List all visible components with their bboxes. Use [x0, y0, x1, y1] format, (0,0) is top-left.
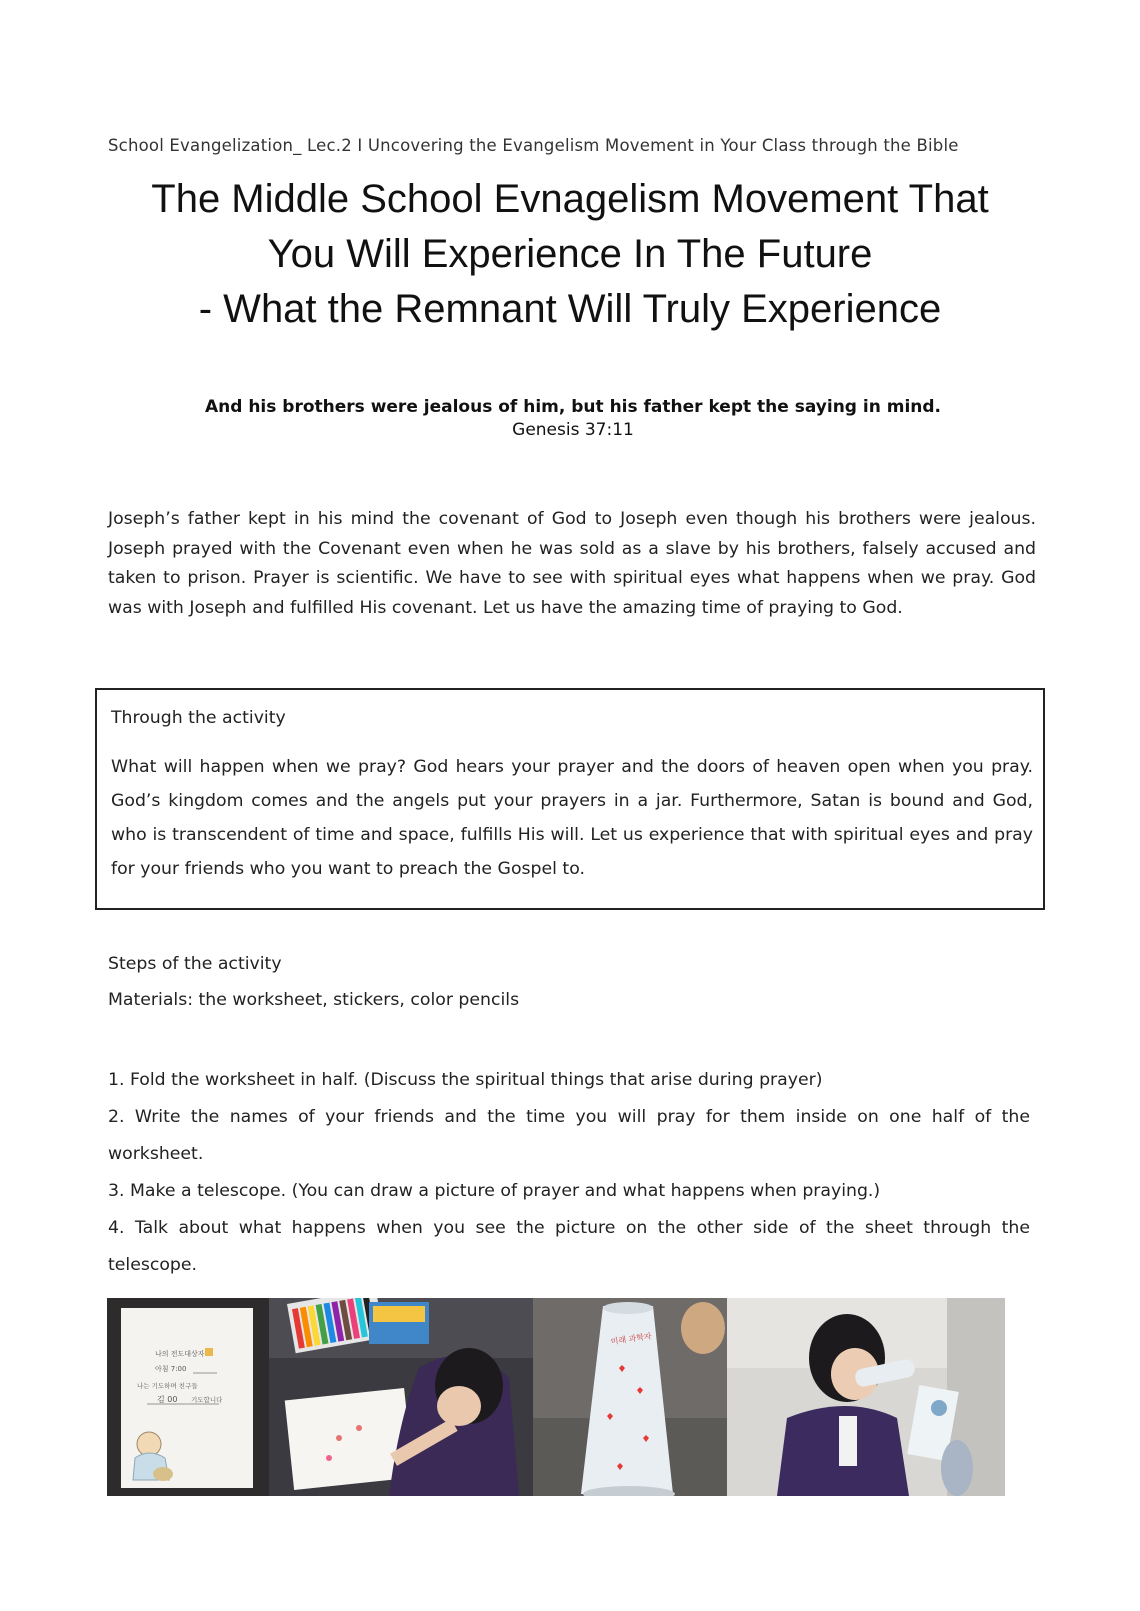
verse-quote: And his brothers were jealous of him, but his father kept the saying in mind.	[204, 397, 942, 417]
step-item: 1. Fold the worksheet in half. (Discuss the spiritual things that arise during prayer)	[108, 1070, 823, 1090]
course-header: School Evangelization_ Lec.2 I Uncovering the Evangelism Movement in Your Class through the Bible	[108, 136, 959, 155]
photo-girl-telescope	[727, 1298, 1005, 1496]
title-line-3: - What the Remnant Will Truly Experience	[198, 287, 942, 331]
activity-box-heading: Through the activity	[111, 708, 286, 728]
title-line-2: You Will Experience In The Future	[267, 232, 873, 276]
worksheet-text: 나는 기도하며 친구들	[137, 1382, 198, 1390]
telescope-label: 미래 과학자	[610, 1331, 653, 1347]
step-list	[108, 1062, 1030, 1284]
verse-reference: Genesis 37:11	[512, 420, 634, 440]
activity-box-body: What will happen when we pray? God hears your prayer and the doors of heaven open when you pray. God’s kingdom comes and the angels put your prayers in a jar. Furthermore, Satan is bound and God, who is transcendent of time and space, fulfills His will. Let us experience that with spiritual eyes and pray for your friends who you want to preach the Gospel to.	[111, 757, 1033, 879]
photo-worksheet	[107, 1298, 269, 1496]
step-item: 4. Talk about what happens when you see the picture on the other side of the sheet through the telescope.	[108, 1218, 1030, 1275]
worksheet-text: 아침 7:00	[155, 1365, 187, 1373]
photo-girl-coloring	[269, 1298, 533, 1496]
step-item: 3. Make a telescope. (You can draw a picture of prayer and what happens when praying.)	[108, 1181, 881, 1201]
bible-verse	[108, 396, 1038, 442]
page-title	[100, 172, 1040, 337]
steps-heading: Steps of the activity	[108, 954, 282, 974]
photo-telescope	[533, 1298, 727, 1496]
title-line-1: The Middle School Evnagelism Movement That	[151, 177, 989, 221]
activity-photo-strip	[107, 1298, 1005, 1496]
activity-box	[95, 688, 1045, 910]
worksheet-text: 나의 전도대상자	[155, 1350, 205, 1358]
materials-line: Materials: the worksheet, stickers, color pencils	[108, 990, 520, 1010]
worksheet-text: 기도합니다	[191, 1396, 223, 1404]
intro-paragraph: Joseph’s father kept in his mind the covenant of God to Joseph even though his brothers were jealous. Joseph prayed with the Covenant even when he was sold as a slave by his brothers, falsely accused and taken to prison. Prayer is scientific. We have to see with spiritual eyes what happens when we pray. God was with Joseph and fulfilled His covenant. Let us have the amazing time of praying to God.	[108, 509, 1036, 618]
step-item: 2. Write the names of your friends and the time you will pray for them inside on one half of the worksheet.	[108, 1107, 1030, 1164]
worksheet-text: 김 00	[157, 1395, 178, 1404]
